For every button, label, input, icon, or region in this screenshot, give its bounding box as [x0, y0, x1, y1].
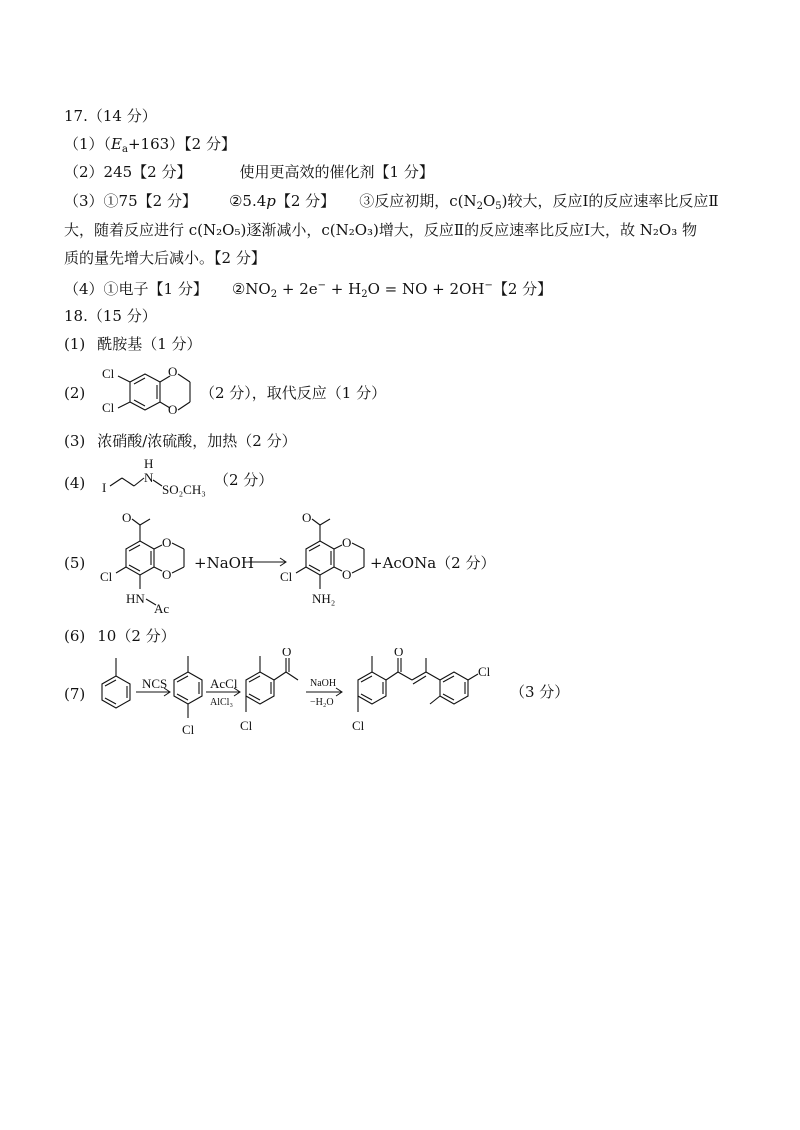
- q18-part1: [64, 334, 202, 354]
- chalcone-product-structure: [352, 648, 491, 733]
- bond: [334, 567, 342, 571]
- svg-text:AcCl: AcCl: [210, 676, 238, 691]
- q17-part4-b: ②NO: [231, 280, 271, 298]
- bond: [154, 545, 162, 549]
- bond: [312, 519, 320, 525]
- q18-part5-acona: +AcONa（2 分）: [370, 554, 496, 572]
- q18-part5-naoh: +NaOH: [194, 554, 255, 572]
- svg-text:AlCl₃: AlCl₃: [210, 697, 233, 708]
- q17-part3-b-tail: 【2 分】: [275, 192, 336, 210]
- q17-part3-line3: 质的量先增大后减小。【2 分】: [64, 249, 266, 267]
- svg-text:NaOH: NaOH: [310, 678, 337, 689]
- ac-label: Ac: [154, 601, 170, 616]
- q18-part6-answer: 10（2 分）: [97, 627, 176, 645]
- benzene-ring: [306, 541, 334, 575]
- q17-part1-tail: +163）【2 分】: [127, 135, 236, 153]
- acetophenone-structure: [240, 648, 298, 733]
- bond: [178, 374, 190, 382]
- hn-label: HN: [126, 591, 145, 606]
- q18-part7-answer: （3 分）: [510, 683, 570, 701]
- bond: [172, 567, 184, 573]
- condensation-arrow: [306, 678, 342, 708]
- svg-text:O: O: [282, 648, 292, 659]
- q17-part3-c3: )较大，反应Ⅰ的反应速率比反应Ⅱ: [501, 192, 719, 210]
- bond: [132, 519, 140, 525]
- bond: [140, 519, 150, 525]
- svg-text:NCS: NCS: [142, 676, 168, 691]
- q17-part1-e: E: [111, 135, 122, 153]
- q17-part3-a: （3）①75【2 分】: [64, 192, 197, 210]
- q17-part3-c: ③反应初期，c(N: [359, 192, 477, 210]
- o-label-2: O: [168, 402, 178, 417]
- acetamido-reactant-structure: [92, 505, 198, 617]
- ncs-arrow: [136, 676, 170, 696]
- bond: [153, 480, 162, 486]
- q17-part2: [64, 162, 434, 182]
- o-label-1: O: [168, 364, 178, 379]
- bond: [122, 478, 134, 486]
- toluene-structure: [102, 658, 130, 708]
- bond: [178, 402, 190, 410]
- o-label-ketone: O: [302, 510, 312, 525]
- q18-part7-index: (7): [64, 685, 86, 703]
- n-label: N: [144, 470, 154, 485]
- bond: [110, 478, 122, 486]
- bond: [118, 376, 130, 382]
- q17-part3-b: ②5.4: [228, 192, 267, 210]
- q17-heading: 17.（14 分）: [64, 107, 157, 125]
- o-label-2: O: [162, 567, 172, 582]
- svg-text:Cl: Cl: [240, 718, 253, 733]
- q18-part2-answer: （2 分），取代反应（1 分）: [200, 384, 387, 402]
- svg-text:O: O: [394, 648, 404, 659]
- cl-label-1: Cl: [102, 366, 115, 381]
- q18-part6: [64, 626, 176, 646]
- iodoethyl-sulfonamide-structure: [96, 456, 216, 498]
- synthesis-route: [96, 648, 508, 744]
- dichloro-benzodioxane-structure: [96, 362, 200, 426]
- acylation-arrow: [206, 676, 240, 708]
- cl-label: Cl: [280, 569, 293, 584]
- q17-part4-b3: + H: [326, 280, 362, 298]
- h-label: H: [144, 456, 154, 471]
- q17-part4-b2: + 2e: [277, 280, 318, 298]
- benzene-ring: [130, 374, 160, 410]
- q17-part1-text: （1）（: [64, 135, 112, 153]
- amino-product-structure: [272, 505, 378, 617]
- benzene-ring: [126, 541, 154, 575]
- q18-heading: 18.（15 分）: [64, 307, 157, 325]
- bond: [352, 567, 364, 573]
- q18-part2-index: (2): [64, 384, 86, 402]
- o-label-1: O: [162, 535, 172, 550]
- q18-part6-index: (6): [64, 627, 86, 645]
- bond: [118, 402, 130, 408]
- q17-part4: （4）①电子【1 分】 $②NO_2 + 2e^- + H_2O$ = NO + 2OH−【2 分】: [64, 280, 553, 300]
- bond: [134, 478, 144, 486]
- svg-text:Cl: Cl: [478, 664, 491, 679]
- q17-part4-b5: 【2 分】: [492, 280, 553, 298]
- i-label: I: [102, 480, 107, 495]
- q18-part4-index: (4): [64, 474, 86, 492]
- q17-part1-sub: a: [122, 144, 128, 155]
- cl-label-2: Cl: [102, 400, 115, 415]
- bond: [320, 519, 330, 525]
- q17-part3-line2: 大，随着反应进行 c(N₂O₅)逐渐减小，c(N₂O₃)增大，反应Ⅱ的反应速率比反应Ⅰ大，故 N₂O₃ 物: [64, 221, 697, 239]
- bond: [296, 567, 306, 573]
- nh2-label: NH₂: [312, 591, 336, 606]
- q17-part4-b4: O = NO + 2OH: [367, 280, 485, 298]
- o-label-1: O: [342, 535, 352, 550]
- q18-part3-index: (3): [64, 432, 86, 450]
- q18-part1-answer: 酰胺基（1 分）: [97, 335, 202, 353]
- bond: [116, 567, 126, 573]
- q17-part3-line1: （3）①75【2 分】 ②5.4p【2 分】 ③反应初期，$c(N_2O_5)$较大，反应Ⅰ的反应速率比反应Ⅱ: [64, 192, 719, 212]
- q17-part3-p: p: [266, 192, 276, 210]
- q17-part1: [64, 134, 236, 160]
- q18-part5-index: (5): [64, 554, 86, 572]
- chlorotoluene-structure: [174, 656, 202, 737]
- q18-part4-answer: （2 分）: [214, 471, 274, 489]
- bond: [154, 567, 162, 571]
- q17-part2-a: （2）245【2 分】: [64, 163, 192, 181]
- bond: [334, 545, 342, 549]
- svg-text:Cl: Cl: [182, 722, 195, 737]
- q18-part3: [64, 431, 297, 451]
- q17-part3-c2: O: [482, 192, 496, 210]
- o-label-2: O: [342, 567, 352, 582]
- svg-text:−H₂O: −H₂O: [310, 697, 334, 708]
- o-label-ketone: O: [122, 510, 132, 525]
- q18-part1-index: (1): [64, 335, 86, 353]
- so2ch3-label: SO₂CH₃: [162, 482, 206, 497]
- cl-label: Cl: [100, 569, 113, 584]
- bond: [352, 543, 364, 549]
- svg-text:Cl: Cl: [352, 718, 365, 733]
- q17-part4-a: （4）①电子【1 分】: [64, 280, 208, 298]
- bond: [172, 543, 184, 549]
- q18-part3-answer: 浓硝酸/浓硫酸，加热（2 分）: [97, 432, 297, 450]
- q17-part2-b: 使用更高效的催化剂【1 分】: [239, 163, 434, 181]
